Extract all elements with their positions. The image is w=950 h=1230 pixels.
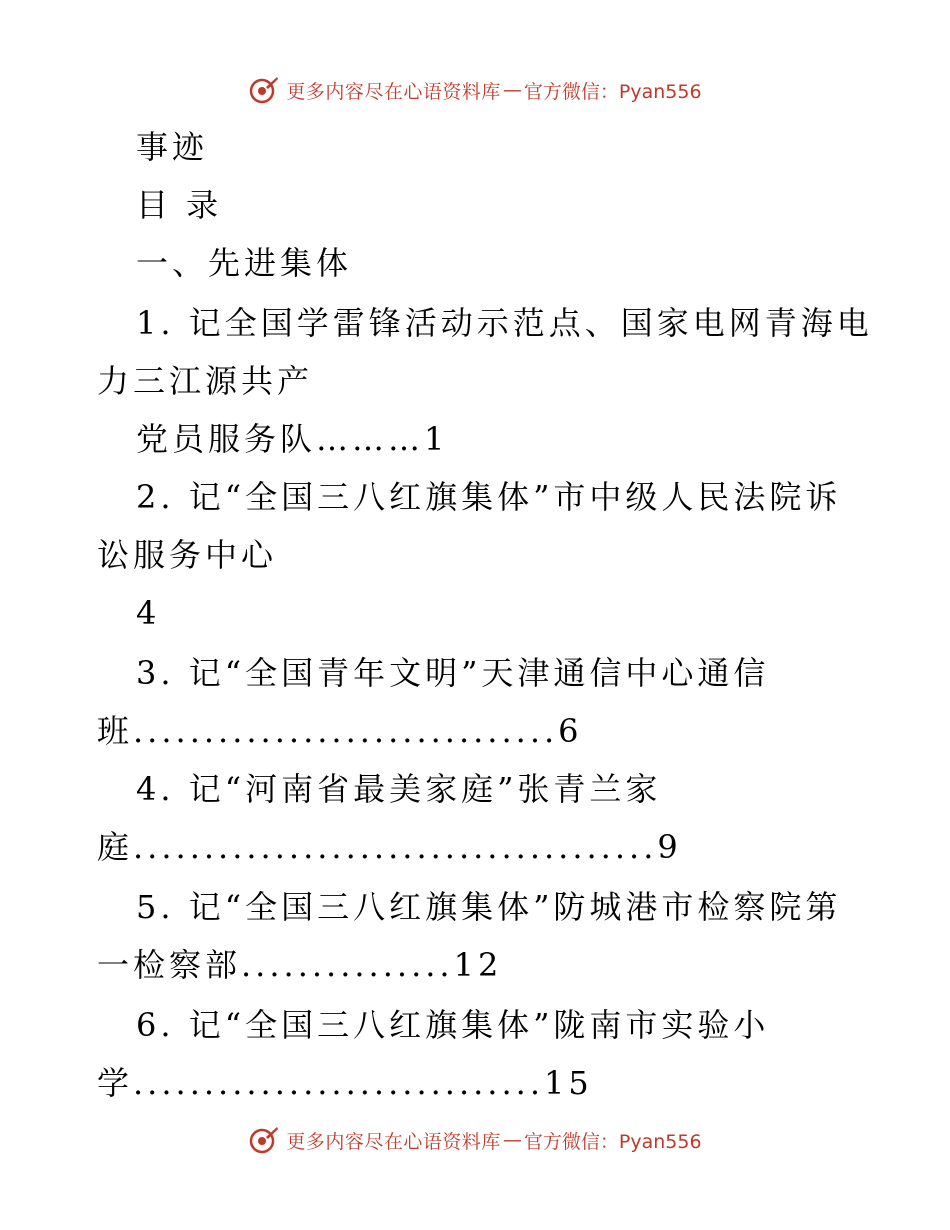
watermark-wechat-text: 官方微信：Pyan556 <box>523 1130 702 1153</box>
toc-entry-2: 2. 记“全国三八红旗集体”市中级人民法院诉 <box>136 478 842 516</box>
toc-entry-5: 5. 记“全国三八红旗集体”防城港市检察院第 <box>136 888 842 926</box>
watermark-header <box>0 70 950 110</box>
toc-entry-6: 6. 记“全国三八红旗集体”陇南市实验小 <box>136 1006 770 1044</box>
toc-entry-1-page: 党员服务队………1 <box>136 420 449 458</box>
toc-section-heading: 一、先进集体 <box>136 244 353 282</box>
toc-entry-3: 3. 记“全国青年文明”天津通信中心通信 <box>136 654 770 692</box>
watermark-main-text: 更多内容尽在心语资料库 <box>286 80 501 103</box>
watermark-dash: — <box>502 79 522 101</box>
watermark-main-text: 更多内容尽在心语资料库 <box>286 1130 501 1153</box>
toc-entry-1: 1. 记全国学雷锋活动示范点、国家电网青海电 <box>136 304 873 342</box>
watermark-dash: — <box>502 1129 522 1151</box>
doc-heading: 事迹 <box>136 128 209 166</box>
toc-entry-5-page: 一检察部...............12 <box>97 946 503 984</box>
toc-title: 目 录 <box>136 186 223 224</box>
toc-entry-3-page: 班..............................6 <box>97 712 583 750</box>
watermark-wechat-text: 官方微信：Pyan556 <box>523 80 702 103</box>
toc-entry-4: 4. 记“河南省最美家庭”张青兰家 <box>136 770 662 808</box>
toc-entry-1-cont: 力三江源共产 <box>97 362 314 400</box>
toc-entry-4-page: 庭.....................................9 <box>97 828 682 866</box>
pen-logo-icon <box>248 1124 280 1156</box>
toc-entry-2-page: 4 <box>136 594 161 632</box>
pen-logo-icon <box>248 74 280 106</box>
watermark-footer <box>0 1120 950 1160</box>
toc-entry-2-cont: 讼服务中心 <box>97 536 278 574</box>
toc-entry-6-page: 学.............................15 <box>97 1064 593 1102</box>
